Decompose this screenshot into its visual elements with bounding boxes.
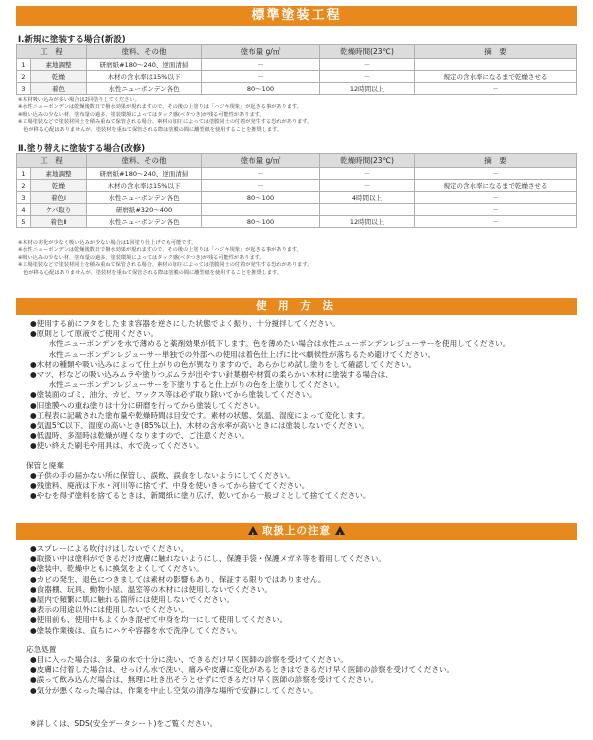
step-number-cell: 1 — [17, 59, 31, 71]
caution-title: 取扱上の注意 — [262, 525, 331, 537]
list-item: ●残塗料、廃液は下水・河川等に捨てず、中身を使いきってから捨ててください。 — [30, 481, 310, 491]
usage-banner: 使 用 方 法 — [16, 298, 577, 315]
storage-heading: 保管と廃棄 — [26, 460, 64, 470]
col-header-process: 工 程 — [17, 154, 87, 168]
step-number-cell: 1 — [17, 168, 31, 180]
list-item: ●子供の手の届かない所に保管し、誤飲、誤食をしないようにしてください。 — [30, 470, 295, 480]
page-title: 標準塗装工程 — [16, 6, 577, 26]
remarks-cell — [415, 59, 577, 71]
list-item: ●気温5℃以下、湿度の高いとき(85%以上)、木材の含水率が高いときには塗装しないでください。 — [30, 421, 369, 431]
step-number-cell: 2 — [17, 71, 31, 83]
sds-footnote: ※詳しくは、SDS(安全データシート)をご覧ください。 — [30, 719, 218, 728]
list-item: ●スプレーによる吹付けはしないでください。 — [30, 544, 189, 553]
section2-heading: Ⅱ.塗り替えに塗装する場合(改修) — [18, 144, 146, 154]
col-header-drytime: 乾燥時間(23℃) — [320, 45, 415, 59]
col-header-drytime: 乾燥時間(23℃) — [320, 154, 415, 168]
coverage-cell: 80～100 — [202, 83, 320, 95]
list-item: 色が移る心配はありませんが、塗装材を重ねて保管される際は塗膜の間に離型紙を使用することを推奨します。 — [18, 126, 283, 133]
usage-instructions — [26, 319, 575, 501]
dry-time-cell: － — [320, 59, 415, 71]
list-item: ●塗装面のゴミ、油分、カビ、ワックス等は必ず取り除いてから塗装してください。 — [30, 390, 317, 400]
repaint-table — [16, 153, 577, 228]
process-name-cell: ケバ取り — [31, 204, 87, 216]
remarks-cell: － — [415, 204, 577, 216]
list-item: ●取扱い中は塗料ができるだけ皮膚に触れないようにし、保護手袋・保護メガネ等を着用してください。 — [30, 554, 386, 564]
dry-time-cell: － — [320, 168, 415, 180]
coverage-cell: － — [202, 168, 320, 180]
remarks-cell: － — [415, 192, 577, 204]
list-item: ●低温時、多湿時は乾燥が遅くなりますので、ご注意ください。 — [30, 431, 250, 441]
list-item: ●屋内で頻繁に肌に触れる箇所には使用しないでください。 — [30, 595, 235, 605]
dry-time-cell: 12時間以上 — [320, 83, 415, 95]
list-item: ●気分が悪くなった場合は、作業を中止し空気の清浄な場所で安静にしてください。 — [30, 685, 318, 695]
process-name-cell: 素地調整 — [31, 59, 87, 71]
process-name-cell: 着色Ⅱ — [31, 216, 87, 228]
process-name-cell: 着色Ⅰ — [31, 192, 87, 204]
table-row — [17, 216, 577, 228]
list-item: ●工程表に記載された塗布量や乾燥時間は目安です。素材の状態、気温、湿度によって変化します。 — [30, 410, 370, 420]
list-item: 色が移る心配はありませんが、塗装材を重ねて保管される際は塗膜の間に離型紙を使用することを推奨します。 — [18, 269, 283, 276]
list-item: ●食器棚、玩具、動物小屋、温室等の木材には使用しないでください。 — [30, 584, 273, 594]
section2-notes — [18, 240, 578, 277]
table-header-row — [17, 154, 577, 168]
list-item: ●カビの発生、退色につきましては素材の影響もあり、保証する限りではありません。 — [30, 574, 326, 584]
table-row — [17, 83, 577, 95]
list-item: ●やむを得ず塗料を捨てるときは、新聞紙に塗り広げ、乾いてから一般ゴミとして捨ててください。 — [30, 491, 371, 501]
col-header-remarks: 摘 要 — [415, 154, 577, 168]
list-item: ※工場塗装などで塗装材同士を積み重ねて保管される場合、素材の加圧によっては塗膜同士の付着が発生する恐れがあります。 — [18, 119, 313, 126]
list-item: ●使用する前にフタをしたまま容器を逆さにした状態でよく振り、十分撹拌してください。 — [30, 319, 340, 328]
list-item: ●木材の種類や吸い込みによって仕上がりの色が異なりますので、あらかじめ試し塗りをして確認してください。 — [30, 359, 417, 369]
table-row — [17, 180, 577, 192]
coverage-cell: － — [202, 71, 320, 83]
list-item: ●目に入った場合は、多量の水で十分に洗い、できるだけ早く医師の診察を受けてください。 — [30, 655, 348, 665]
new-construction-table — [16, 44, 577, 95]
coverage-cell: － — [202, 180, 320, 192]
step-number-cell: 3 — [17, 192, 31, 204]
coverage-cell: 80～100 — [202, 216, 320, 228]
list-item: ●旧塗膜への重ね塗りは十分に研磨を行ってから塗装してください。 — [30, 400, 265, 410]
col-header-amount: 塗布量 g/㎡ — [202, 45, 320, 59]
process-name-cell: 乾燥 — [31, 180, 87, 192]
coverage-cell: － — [202, 59, 320, 71]
list-item: ●塗装中、乾燥中ともに換気をよくしてください。 — [30, 564, 204, 574]
list-item: ※木材吸い込みが多い場合は2回塗りしてください。 — [18, 97, 140, 103]
list-item: ※工場塗装などで塗装材同士を積み重ねて保管される場合、素材の加圧によっては塗膜同士の付着が発生する恐れがあります。 — [18, 262, 313, 269]
table-row — [17, 71, 577, 83]
section1-heading: Ⅰ.新規に塗装する場合(新設) — [18, 35, 126, 45]
section1-notes — [18, 97, 578, 134]
caution-list — [26, 544, 575, 696]
remarks-cell: 規定の含水率になるまで乾燥させる — [415, 71, 577, 83]
dry-time-cell: － — [320, 180, 415, 192]
dry-time-cell: 12時間以上 — [320, 216, 415, 228]
caution-banner — [16, 523, 577, 540]
list-item: 水性ニューボンデンを水で薄めると薬剤効果が低下します。色を薄めたい場合は水性ニューボンデンレジューサーを使用してください。 — [41, 339, 511, 349]
remarks-cell: － — [415, 216, 577, 228]
material-cell: 水性ニューボンデン各色 — [87, 83, 202, 95]
warning-icon — [335, 526, 345, 535]
material-cell: 研磨紙#320～400 — [87, 204, 202, 216]
col-header-amount: 塗布量 g/㎡ — [202, 154, 320, 168]
process-name-cell: 着色 — [31, 83, 87, 95]
material-cell: 研磨紙#180～240、逆面清掃 — [87, 59, 202, 71]
list-item: ●原則として原液でご使用ください。 — [30, 329, 159, 339]
list-item: 水性ニューボンデンレジューサー単独での外部への使用は着色仕上げに比べ劇侯性が落ちるため避けてください。 — [41, 349, 436, 359]
list-item: ●表示の用途以外には使用しないでください。 — [30, 605, 189, 615]
step-number-cell: 5 — [17, 216, 31, 228]
list-item: ※木材の劣化が少なく吸い込みが少ない場合は1回塗り仕上げでも可能です。 — [18, 240, 197, 246]
material-cell: 木材の含水率は15%以下 — [87, 71, 202, 83]
remarks-cell: － — [415, 168, 577, 180]
col-header-process: 工 程 — [17, 45, 87, 59]
coverage-cell — [202, 204, 320, 216]
step-number-cell: 3 — [17, 83, 31, 95]
list-item: ●塗装作業後は、直ちにハケや容器を水で洗浄してください。 — [30, 625, 242, 635]
list-item: ※吸い込みの少ない材、塗布量の過多、塗装環境によってはタック感(ベタつき)が残る可能性があります。 — [18, 111, 265, 118]
table-header-row — [17, 45, 577, 59]
process-name-cell: 素地調整 — [31, 168, 87, 180]
list-item: 水性ニューボンデンレジューサーを下塗りすると仕上がりの色を上塗りしてください。 — [41, 380, 345, 390]
material-cell: 水性ニューボンデン各色 — [87, 216, 202, 228]
dry-time-cell: － — [320, 71, 415, 83]
remarks-cell: － — [415, 83, 577, 95]
step-number-cell: 2 — [17, 180, 31, 192]
remarks-cell: 規定の含水率になるまで乾燥させる — [415, 180, 577, 192]
warning-icon — [248, 526, 258, 535]
col-header-remarks: 摘 要 — [415, 45, 577, 59]
table-row — [17, 192, 577, 204]
dry-time-cell: 4時間以上 — [320, 192, 415, 204]
list-item: ※水性ニューボンデンは乾燥後数日で撥水効果が現れますので、その後の上塗りは「ハジキ現象」が起きる事があります。 — [18, 247, 302, 254]
list-item: ●使用前も、使用中もよくかき混ぜて中身を均一にして使用してください。 — [30, 615, 288, 625]
list-item: ●誤って飲み込んだ場合は、無理に吐き出そうとせずにできるだけ早く医師の診察を受けてください。 — [30, 675, 379, 685]
col-header-material: 塗料、その他 — [87, 154, 202, 168]
list-item: ●皮膚に付着した場合は、せっけん水で洗い、痛みや皮膚に変化があるときはできるだけ早く医師の診察を受けてください。 — [30, 665, 455, 675]
material-cell: 木材の含水率は15%以下 — [87, 180, 202, 192]
dry-time-cell — [320, 204, 415, 216]
list-item: ●マツ、杉などの吸い込みムラや塗りつぶムラが出やすい針葉樹や材質の柔らかい木材に塗装する場合は、 — [30, 370, 393, 380]
material-cell: 水性ニューボンデン各色 — [87, 192, 202, 204]
list-item: ※吸い込みの少ない材、塗布量の過多、塗装環境によってはタック感(ベタつき)が残る可能性があります。 — [18, 254, 265, 261]
step-number-cell: 4 — [17, 204, 31, 216]
first-aid-heading: 応急処置 — [26, 644, 57, 654]
material-cell: 研磨紙#180～240、逆面清掃 — [87, 168, 202, 180]
coverage-cell: 80～100 — [202, 192, 320, 204]
table-row — [17, 204, 577, 216]
col-header-material: 塗料、その他 — [87, 45, 202, 59]
list-item: ※水性ニューボンデンは乾燥後数日で撥水効果が現れますので、その後の上塗りは「ハジキ現象」が起きる事があります。 — [18, 104, 302, 111]
process-name-cell: 乾燥 — [31, 71, 87, 83]
list-item: ●使い終えた刷毛や用具は、水で洗ってください。 — [30, 441, 204, 451]
table-row — [17, 59, 577, 71]
table-row — [17, 168, 577, 180]
